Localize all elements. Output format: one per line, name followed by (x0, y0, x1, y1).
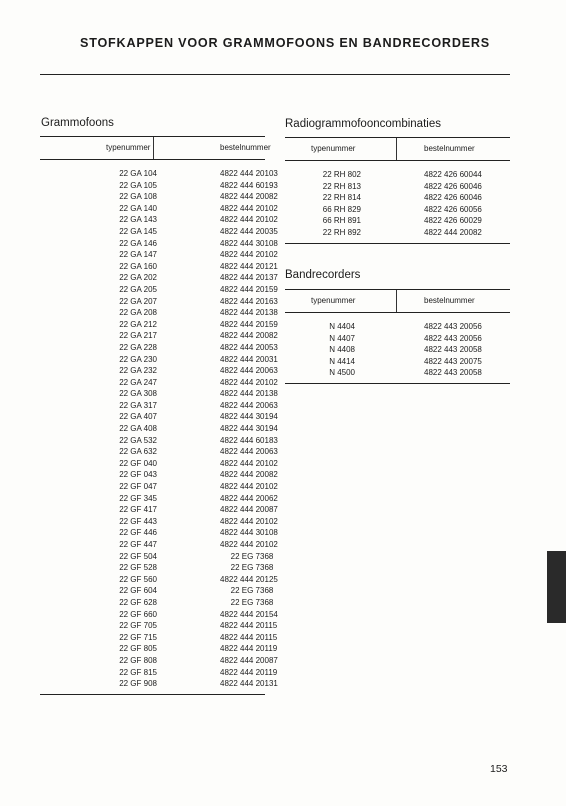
radiogrammofoon-title: Radiogrammofooncombinaties (285, 118, 441, 130)
bestelnummer-cell: 4822 443 20058 (424, 345, 482, 355)
table-row (40, 342, 278, 354)
typenummer-cell: N 4404 (329, 322, 355, 331)
table-row (40, 168, 278, 180)
bestelnummer-cell: 4822 444 20102 (220, 516, 278, 526)
table-row (40, 423, 278, 435)
typenummer-cell: 22 GA 217 (119, 331, 157, 341)
column-divider (396, 138, 397, 160)
bestelnummer-cell: 4822 444 20102 (220, 250, 278, 260)
typenummer-cell: 22 GF 628 (119, 597, 157, 607)
typenummer-cell: 22 GF 345 (119, 493, 157, 503)
typenummer-cell: 22 RH 802 (322, 170, 361, 179)
typenummer-cell: 22 GA 104 (119, 169, 157, 178)
title-rule (40, 74, 510, 75)
typenummer-cell: 22 GF 504 (119, 551, 157, 561)
bestelnummer-cell: 22 EG 7368 (230, 563, 274, 573)
table-header (285, 289, 510, 313)
typenummer-cell: 22 GF 040 (119, 458, 157, 468)
typenummer-cell: 22 GF 417 (119, 505, 157, 515)
typenummer-cell: 22 GF 715 (119, 632, 157, 642)
table-row (40, 678, 278, 690)
table-row (40, 481, 278, 493)
table-row (285, 204, 510, 216)
bestelnummer-cell: 22 EG 7368 (230, 586, 274, 596)
typenummer-cell: 22 GA 145 (119, 226, 157, 236)
table-row (40, 354, 278, 366)
table-row (40, 493, 278, 505)
bestelnummer-cell: 4822 444 30194 (220, 424, 278, 434)
table-row (40, 446, 278, 458)
table-row (40, 411, 278, 423)
typenummer-cell: 66 RH 829 (322, 204, 361, 214)
bestelnummer-cell: 4822 444 20063 (220, 400, 278, 410)
table-bottom-rule (285, 383, 510, 384)
page-title: STOFKAPPEN VOOR GRAMMOFOONS EN BANDRECORDERS (80, 36, 491, 50)
typenummer-cell: 22 GA 105 (119, 180, 157, 190)
bestelnummer-cell: 4822 444 20125 (220, 574, 278, 584)
bestelnummer-cell: 4822 444 20121 (220, 261, 278, 271)
typenummer-cell: 22 GA 108 (119, 192, 157, 202)
table-row (40, 562, 274, 574)
typenummer-cell: 22 GF 805 (119, 644, 157, 654)
bestelnummer-cell: 4822 444 20163 (220, 296, 278, 306)
typenummer-cell: 22 GA 228 (119, 342, 157, 352)
bestelnummer-cell: 4822 444 20119 (220, 667, 278, 677)
table-row (40, 365, 278, 377)
table-row (40, 585, 274, 597)
header-typenummer: typenummer (311, 296, 356, 305)
typenummer-cell: 22 GA 202 (119, 273, 157, 283)
typenummer-cell: 22 RH 814 (322, 193, 361, 203)
table-row (40, 296, 278, 308)
table-row (285, 321, 510, 333)
table-row (40, 551, 274, 563)
table-row (40, 643, 278, 655)
typenummer-cell: 22 GF 560 (119, 574, 157, 584)
typenummer-cell: 22 GA 143 (119, 215, 157, 225)
typenummer-cell: N 4414 (329, 356, 355, 366)
table-bottom-rule (285, 243, 510, 244)
typenummer-cell: 22 GA 146 (119, 238, 157, 248)
grammofoons-title: Grammofoons (41, 117, 114, 129)
typenummer-cell: 22 GF 705 (119, 621, 157, 631)
table-row (285, 367, 510, 379)
typenummer-cell: 22 GA 205 (119, 284, 157, 294)
table-header (40, 136, 271, 160)
typenummer-cell: 22 GA 140 (119, 203, 157, 213)
bestelnummer-cell: 4822 444 20159 (220, 319, 278, 329)
typenummer-cell: 22 GA 407 (119, 412, 157, 422)
typenummer-cell: 22 GF 447 (119, 540, 157, 549)
table-row (40, 191, 278, 203)
table-row (40, 504, 278, 516)
header-bestelnummer: bestelnummer (424, 296, 475, 305)
bestelnummer-cell: 4822 426 60056 (424, 204, 482, 214)
table-row (285, 356, 510, 368)
bestelnummer-cell: 4822 444 20082 (220, 470, 278, 480)
table-row (285, 344, 510, 356)
typenummer-cell: 22 GA 532 (119, 435, 157, 445)
bestelnummer-cell: 4822 444 20035 (220, 226, 278, 236)
table-row (40, 377, 278, 389)
bandrecorders-table (285, 289, 510, 384)
bestelnummer-cell: 4822 444 20102 (220, 540, 278, 549)
table-row (40, 307, 278, 319)
header-typenummer: typenummer (106, 143, 151, 152)
table-row (285, 181, 510, 193)
header-typenummer: typenummer (311, 144, 356, 153)
bestelnummer-cell: 4822 426 60046 (424, 193, 482, 203)
bestelnummer-cell: 4822 444 20131 (220, 679, 278, 689)
typenummer-cell: 22 GF 443 (119, 516, 157, 526)
bestelnummer-cell: 4822 444 20115 (220, 632, 278, 642)
table-row (40, 620, 278, 632)
bestelnummer-cell: 4822 444 20154 (220, 609, 278, 619)
bestelnummer-cell: 4822 444 20063 (220, 447, 278, 457)
table-row (40, 539, 278, 551)
bestelnummer-cell: 4822 443 20058 (424, 368, 482, 378)
bestelnummer-cell: 4822 444 20062 (220, 493, 278, 503)
table-body (285, 161, 510, 243)
typenummer-cell: 22 GF 815 (119, 667, 157, 677)
bestelnummer-cell: 4822 444 20087 (220, 505, 278, 515)
typenummer-cell: 22 RH 892 (322, 227, 361, 237)
table-row (40, 400, 278, 412)
typenummer-cell: 22 GF 808 (119, 655, 157, 665)
table-row (40, 655, 278, 667)
bestelnummer-cell: 4822 444 20053 (220, 342, 278, 352)
table-row (285, 215, 510, 227)
typenummer-cell: 22 GF 528 (119, 563, 157, 573)
typenummer-cell: 22 GA 207 (119, 296, 157, 306)
table-row (40, 516, 278, 528)
table-row (40, 180, 278, 192)
table-body (40, 160, 278, 694)
table-row (40, 319, 278, 331)
table-row (40, 574, 278, 586)
table-row (285, 192, 510, 204)
bestelnummer-cell: 22 EG 7368 (230, 551, 274, 561)
bestelnummer-cell: 4822 444 20119 (220, 644, 278, 654)
bestelnummer-cell: 4822 444 20082 (220, 192, 278, 202)
table-row (40, 203, 278, 215)
table-row (285, 333, 510, 345)
column-divider (153, 137, 154, 159)
typenummer-cell: 22 GA 230 (119, 354, 157, 364)
column-divider (396, 290, 397, 312)
page-number: 153 (490, 763, 508, 775)
bestelnummer-cell: 4822 444 20102 (220, 203, 278, 213)
radiogrammofoon-table (285, 137, 510, 244)
table-row (285, 227, 510, 239)
bestelnummer-cell: 4822 443 20056 (424, 322, 482, 331)
table-row (40, 609, 278, 621)
table-row (40, 667, 278, 679)
table-row (40, 249, 278, 261)
bestelnummer-cell: 4822 444 20103 (220, 169, 278, 178)
typenummer-cell: 22 GA 317 (119, 400, 157, 410)
typenummer-cell: 22 GF 446 (119, 528, 157, 538)
table-row (40, 469, 278, 481)
table-header (285, 137, 510, 161)
table-row (40, 597, 274, 609)
bestelnummer-cell: 4822 444 20102 (220, 458, 278, 468)
bestelnummer-cell: 4822 426 60044 (424, 170, 482, 179)
typenummer-cell: N 4407 (329, 333, 355, 343)
table-row (40, 458, 278, 470)
typenummer-cell: 22 GF 660 (119, 609, 157, 619)
bestelnummer-cell: 4822 444 20159 (220, 284, 278, 294)
bestelnummer-cell: 4822 444 60183 (220, 435, 278, 445)
bestelnummer-cell: 4822 444 20031 (220, 354, 278, 364)
typenummer-cell: 22 GA 308 (119, 389, 157, 399)
bestelnummer-cell: 4822 444 60193 (220, 180, 278, 190)
table-row (40, 632, 278, 644)
bestelnummer-cell: 4822 444 20102 (220, 482, 278, 492)
table-body (285, 313, 510, 383)
typenummer-cell: 22 GA 147 (119, 250, 157, 260)
bestelnummer-cell: 4822 444 30108 (220, 528, 278, 538)
table-row (285, 169, 510, 181)
typenummer-cell: 22 GA 232 (119, 366, 157, 376)
bestelnummer-cell: 4822 444 20087 (220, 655, 278, 665)
typenummer-cell: 22 GA 247 (119, 377, 157, 387)
bestelnummer-cell: 4822 443 20075 (424, 356, 482, 366)
bestelnummer-cell: 4822 443 20056 (424, 333, 482, 343)
typenummer-cell: N 4500 (329, 368, 355, 378)
typenummer-cell: 22 GF 908 (119, 679, 157, 689)
bestelnummer-cell: 4822 444 20102 (220, 377, 278, 387)
section-thumb-tab (547, 551, 566, 623)
table-row (40, 527, 278, 539)
table-row (40, 435, 278, 447)
grammofoons-table (40, 136, 278, 695)
table-row (40, 214, 278, 226)
bestelnummer-cell: 4822 444 20138 (220, 389, 278, 399)
typenummer-cell: 22 RH 813 (322, 181, 361, 191)
header-bestelnummer: bestelnummer (424, 144, 475, 153)
typenummer-cell: 22 GF 043 (119, 470, 157, 480)
typenummer-cell: 22 GF 047 (119, 482, 157, 492)
typenummer-cell: 22 GA 632 (119, 447, 157, 457)
table-row (40, 261, 278, 273)
table-row (40, 272, 278, 284)
typenummer-cell: 66 RH 891 (322, 216, 361, 226)
bestelnummer-cell: 4822 444 20102 (220, 215, 278, 225)
bestelnummer-cell: 4822 444 30108 (220, 238, 278, 248)
bestelnummer-cell: 4822 444 20082 (220, 331, 278, 341)
bestelnummer-cell: 4822 444 20082 (424, 227, 482, 237)
typenummer-cell: 22 GA 212 (119, 319, 157, 329)
table-row (40, 388, 278, 400)
typenummer-cell: 22 GA 208 (119, 308, 157, 318)
typenummer-cell: 22 GA 160 (119, 261, 157, 271)
typenummer-cell: 22 GA 408 (119, 424, 157, 434)
table-bottom-rule (40, 694, 265, 695)
table-row (40, 238, 278, 250)
bestelnummer-cell: 4822 444 20138 (220, 308, 278, 318)
typenummer-cell: N 4408 (329, 345, 355, 355)
table-row (40, 330, 278, 342)
bestelnummer-cell: 22 EG 7368 (230, 597, 274, 607)
bestelnummer-cell: 4822 444 30194 (220, 412, 278, 422)
bestelnummer-cell: 4822 444 20115 (220, 621, 278, 631)
header-bestelnummer: bestelnummer (220, 143, 271, 152)
bandrecorders-title: Bandrecorders (285, 269, 361, 281)
bestelnummer-cell: 4822 444 20137 (220, 273, 278, 283)
bestelnummer-cell: 4822 426 60029 (424, 216, 482, 226)
bestelnummer-cell: 4822 444 20063 (220, 366, 278, 376)
table-row (40, 284, 278, 296)
table-row (40, 226, 278, 238)
bestelnummer-cell: 4822 426 60046 (424, 181, 482, 191)
typenummer-cell: 22 GF 604 (119, 586, 157, 596)
